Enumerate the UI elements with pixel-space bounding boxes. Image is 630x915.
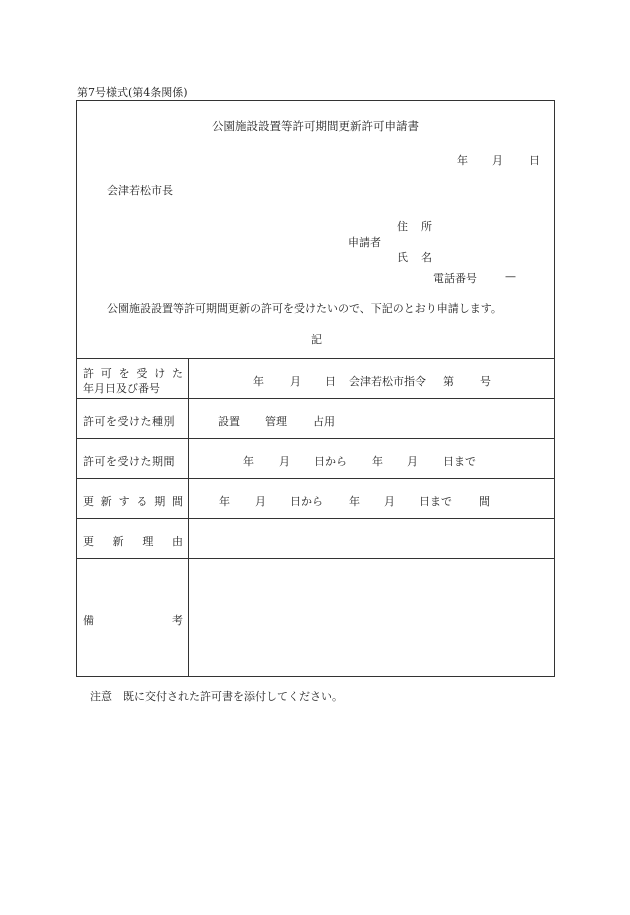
row1-day: 日 [325, 375, 336, 388]
name-label-1: 氏 [397, 251, 408, 264]
row4-duration: 間 [479, 495, 490, 508]
row3-from: 日から [314, 455, 347, 468]
attachment-note: 注意 既に交付された許可書を添付してください。 [90, 690, 343, 703]
row4-until: 日まで [419, 495, 452, 508]
row3-month2: 月 [407, 455, 418, 468]
permit-period-label: 許可を受けた期間 [83, 455, 175, 468]
row4-year2: 年 [349, 495, 360, 508]
type-occupancy: 占用 [313, 415, 335, 428]
date-year: 年 [457, 154, 468, 167]
row-divider [77, 438, 554, 439]
row1-go: 号 [480, 375, 491, 388]
row1-year: 年 [253, 375, 264, 388]
request-text: 公園施設設置等許可期間更新の許可を受けたいので、下記のとおり申請します。 [107, 302, 502, 315]
permit-type-label: 許可を受けた種別 [83, 415, 175, 428]
row4-year: 年 [219, 495, 230, 508]
row3-month: 月 [279, 455, 290, 468]
row1-dai: 第 [443, 375, 454, 388]
permit-date-label-line1: 許 可 を 受 け た [83, 367, 183, 380]
renewal-reason-label: 更 新 理 由 [83, 535, 183, 548]
address-label-1: 住 [397, 220, 408, 233]
row-divider [77, 518, 554, 519]
address-label-2: 所 [421, 220, 432, 233]
row3-year: 年 [243, 455, 254, 468]
remarks-label: 備 考 [83, 614, 183, 627]
date-month: 月 [492, 154, 503, 167]
row3-until: 日まで [443, 455, 476, 468]
type-management: 管理 [265, 415, 287, 428]
application-form [76, 100, 555, 677]
row-divider [77, 398, 554, 399]
phone-label: 電話番号 [433, 272, 477, 285]
row3-year2: 年 [372, 455, 383, 468]
ki-mark: 記 [311, 333, 322, 346]
table-top-line [77, 358, 554, 359]
type-installation: 設置 [218, 415, 240, 428]
form-title: 公園施設設置等許可期間更新許可申請書 [212, 119, 419, 133]
row1-directive: 会津若松市指令 [349, 375, 426, 388]
row4-month: 月 [255, 495, 266, 508]
renewal-period-label: 更 新 す る 期 間 [83, 495, 183, 508]
label-column-divider [188, 358, 189, 676]
phone-dash: — [505, 270, 516, 283]
name-label-2: 名 [421, 251, 432, 264]
row-divider [77, 558, 554, 559]
row-divider [77, 478, 554, 479]
addressee: 会津若松市長 [107, 184, 173, 197]
applicant-label: 申請者 [348, 236, 381, 249]
permit-date-label-line2: 年月日及び番号 [83, 382, 160, 395]
row1-month: 月 [290, 375, 301, 388]
date-day: 日 [529, 154, 540, 167]
row4-from: 日から [290, 495, 323, 508]
row4-month2: 月 [384, 495, 395, 508]
form-number: 第7号様式(第4条関係) [77, 86, 188, 99]
